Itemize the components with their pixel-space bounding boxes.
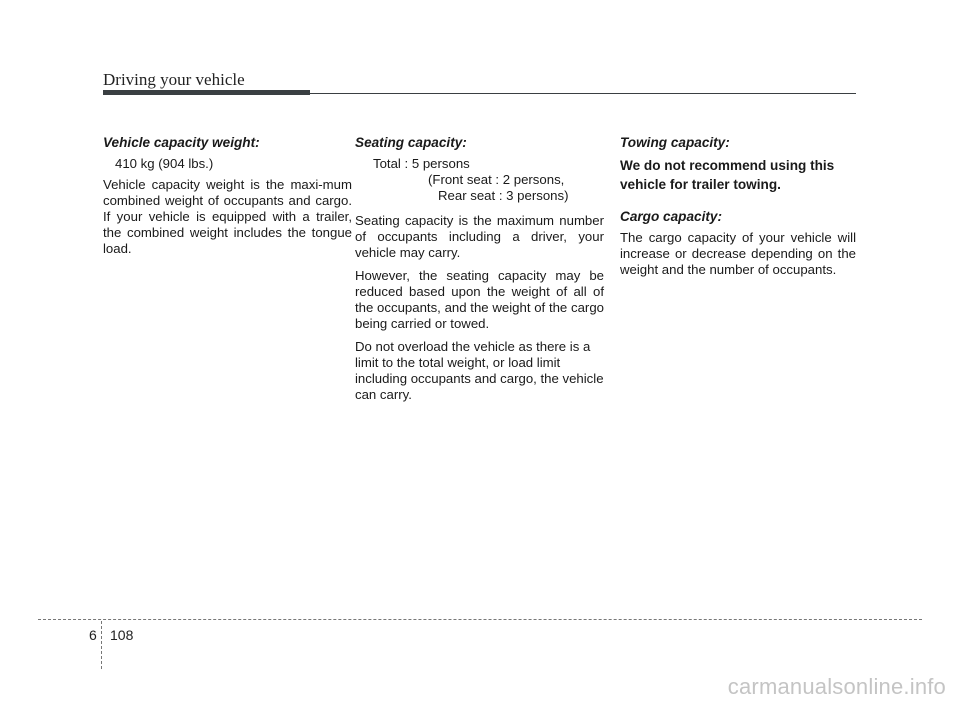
header-rule-thick bbox=[103, 90, 310, 95]
column-towing-cargo bbox=[620, 134, 856, 285]
vehicle-capacity-value: 410 kg (904 lbs.) bbox=[115, 156, 214, 171]
section-title: Driving your vehicle bbox=[103, 70, 245, 89]
vehicle-capacity-body: Vehicle capacity weight is the maxi-mum combined weight of occupants and cargo. If your vehicle is equipped with a trailer, the combined weight includes the tongue load. bbox=[103, 177, 352, 256]
seating-para-1: Seating capacity is the maximum number of occupants including a driver, your vehicle may carry. bbox=[355, 213, 604, 260]
seating-para-2: However, the seating capacity may be reduced based upon the weight of all of the occupants, and the weight of the cargo being carried or towed. bbox=[355, 268, 604, 331]
towing-notice: We do not recommend using this vehicle for trailer towing. bbox=[620, 158, 835, 192]
seating-rear: Rear seat : 3 persons) bbox=[438, 188, 569, 203]
cargo-capacity-heading: Cargo capacity: bbox=[620, 209, 722, 224]
column-seating-capacity bbox=[355, 134, 604, 410]
towing-capacity-heading: Towing capacity: bbox=[620, 135, 730, 150]
seating-total: Total : 5 persons bbox=[373, 156, 470, 171]
seating-front: (Front seat : 2 persons, bbox=[428, 172, 565, 187]
footer-vertical-rule bbox=[101, 621, 102, 669]
page-number: 108 bbox=[110, 627, 134, 643]
seating-capacity-heading: Seating capacity: bbox=[355, 135, 467, 150]
chapter-number: 6 bbox=[89, 627, 97, 643]
cargo-capacity-body: The cargo capacity of your vehicle will increase or decrease depending on the weight and the number of occupants. bbox=[620, 230, 856, 277]
footer-rule bbox=[38, 619, 922, 620]
seating-spec bbox=[355, 156, 604, 204]
header-rule-thin bbox=[310, 93, 856, 94]
watermark: carmanualsonline.info bbox=[727, 674, 946, 699]
vehicle-capacity-heading: Vehicle capacity weight: bbox=[103, 135, 260, 150]
seating-para-3: Do not overload the vehicle as there is a limit to the total weight, or load limit including occupants and cargo, the vehicle can carry. bbox=[355, 339, 604, 402]
column-vehicle-capacity bbox=[103, 134, 352, 264]
